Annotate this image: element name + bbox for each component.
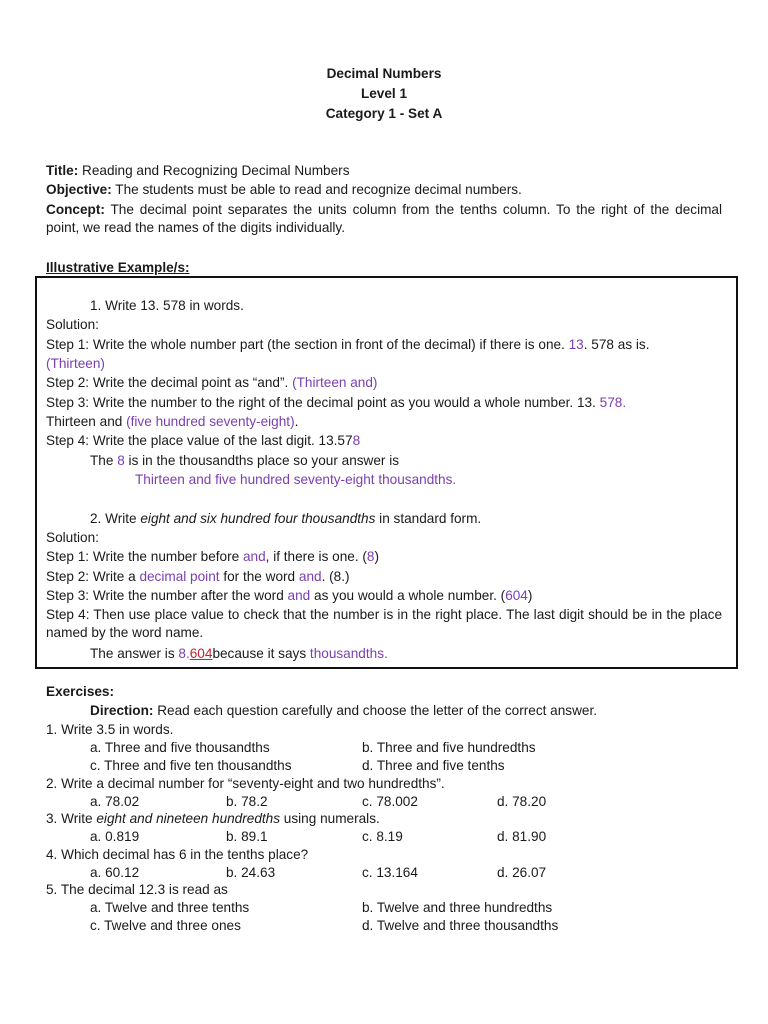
document-header	[0, 64, 768, 124]
ex2-solution-label: Solution:	[46, 530, 99, 545]
direction-label: Direction:	[90, 703, 154, 718]
ex1-explain-digit: 8	[117, 453, 125, 468]
ex1-step4	[46, 432, 360, 450]
question-4: 4. Which decimal has 6 in the tenths place?	[46, 847, 309, 862]
q1-option-d[interactable]: d. Three and five tenths	[362, 758, 505, 773]
q1-option-a[interactable]: a. Three and five thousandths	[90, 740, 270, 755]
header-level: Level 1	[360, 86, 408, 101]
ex1-step4-text: Step 4: Write the place value of the last digit. 13.57	[46, 433, 353, 448]
exercises-heading: Exercises:	[46, 684, 115, 699]
q3-option-d[interactable]: d. 81.90	[497, 829, 547, 844]
q3-lead: 3. Write	[46, 811, 97, 826]
ex1-step2-text: Step 2: Write the decimal point as “and”.	[46, 375, 293, 390]
ex2-step1-text: Step 1: Write the number before	[46, 549, 243, 564]
ex2-step1-tail: )	[374, 549, 379, 564]
ex1-step3-highlight: 578.	[599, 395, 627, 410]
question-3	[46, 810, 380, 828]
ex1-step2-highlight: (Thirteen and)	[292, 375, 378, 390]
ex1-step3-result	[46, 413, 298, 431]
ex2-question-italic: eight and six hundred four thousandths	[140, 511, 376, 526]
ex1-step1-result: (Thirteen)	[46, 356, 105, 371]
ex2-step2-mid: for the word	[219, 569, 299, 584]
ex2-question	[90, 510, 481, 528]
q3-option-a[interactable]: a. 0.819	[90, 829, 140, 844]
ex2-answer-decimal: 604	[189, 646, 213, 661]
q5-option-a[interactable]: a. Twelve and three tenths	[90, 900, 250, 915]
q3-tail: using numerals.	[280, 811, 380, 826]
direction-line	[90, 702, 597, 720]
ex1-solution-label: Solution:	[46, 317, 99, 332]
ex2-step1-mid: , if there is one. (	[265, 549, 367, 564]
ex2-step2-tail: . (8.)	[321, 569, 350, 584]
q2-option-a[interactable]: a. 78.02	[90, 794, 140, 809]
direction-text: Read each question carefully and choose the letter of the correct answer.	[153, 703, 598, 718]
title-line	[46, 162, 350, 180]
ex1-step3	[46, 394, 626, 412]
ex1-step1-highlight: 13	[568, 337, 584, 352]
q3-option-b[interactable]: b. 89.1	[226, 829, 268, 844]
ex2-step1-and: and	[242, 549, 266, 564]
concept-text: The decimal point separates the units column from the tenths column. To the right of the decimal point, we read the names of the digits individually.	[46, 202, 722, 235]
ex2-step3-text: Step 3: Write the number after the word	[46, 588, 288, 603]
ex2-step1-digit: 8	[366, 549, 375, 564]
q3-option-c[interactable]: c. 8.19	[362, 829, 403, 844]
examples-heading: Illustrative Example/s:	[46, 260, 190, 275]
objective-label: Objective:	[46, 182, 112, 197]
q5-option-d[interactable]: d. Twelve and three thousandths	[362, 918, 559, 933]
ex2-answer-whole: 8.	[178, 646, 190, 661]
ex1-step1-text: Step 1: Write the whole number part (the section in front of the decimal) if there is one.	[46, 337, 569, 352]
ex1-step3-result-text: Thirteen and	[46, 414, 127, 429]
ex1-step3-text: Step 3: Write the number to the right of the decimal point as you would a whole number. 13.	[46, 395, 600, 410]
question-2: 2. Write a decimal number for “seventy-eight and two hundredths”.	[46, 776, 445, 791]
ex1-step1-tail: . 578 as is.	[583, 337, 650, 352]
q2-option-d[interactable]: d. 78.20	[497, 794, 547, 809]
ex2-step2-decimal-point: decimal point	[139, 569, 220, 584]
ex1-step4-highlight: 8	[352, 433, 361, 448]
q1-option-c[interactable]: c. Three and five ten thousandths	[90, 758, 292, 773]
q3-italic: eight and nineteen hundredths	[96, 811, 281, 826]
q4-option-a[interactable]: a. 60.12	[90, 865, 140, 880]
concept-paragraph	[46, 201, 722, 237]
q4-option-c[interactable]: c. 13.164	[362, 865, 418, 880]
header-category: Category 1 - Set A	[325, 106, 443, 121]
ex2-step1	[46, 548, 379, 566]
ex2-step4: Step 4: Then use place value to check that the number is in the right place. The last digit should be in the place named by the word name.	[46, 607, 722, 640]
ex1-step2	[46, 374, 377, 392]
ex2-step2-text: Step 2: Write a	[46, 569, 140, 584]
concept-label: Concept:	[46, 202, 105, 217]
ex2-step3-and: and	[287, 588, 311, 603]
title-label: Title:	[46, 163, 79, 178]
ex1-answer: Thirteen and five hundred seventy-eight thousandths.	[135, 472, 457, 487]
title-text: Reading and Recognizing Decimal Numbers	[78, 163, 350, 178]
ex2-answer-lead: The answer is	[90, 646, 179, 661]
ex1-explain-tail: is in the thousandths place so your answer is	[124, 453, 400, 468]
ex1-step3-result-highlight: (five hundred seventy-eight)	[126, 414, 295, 429]
objective-line	[46, 181, 522, 199]
ex2-question-tail: in standard form.	[375, 511, 482, 526]
q1-option-b[interactable]: b. Three and five hundredths	[362, 740, 536, 755]
question-5: 5. The decimal 12.3 is read as	[46, 882, 228, 897]
q4-option-b[interactable]: b. 24.63	[226, 865, 276, 880]
ex1-question: 1. Write 13. 578 in words.	[90, 298, 244, 313]
q2-option-b[interactable]: b. 78.2	[226, 794, 268, 809]
question-1: 1. Write 3.5 in words.	[46, 722, 174, 737]
ex2-answer-period: .	[384, 646, 388, 661]
ex1-explain-lead: The	[90, 453, 118, 468]
ex2-step3-number: 604	[505, 588, 528, 603]
ex1-step4-explain	[90, 452, 399, 470]
ex2-answer-thousandths: thousandths	[309, 646, 384, 661]
ex1-step1	[46, 336, 650, 354]
ex2-step3-mid: as you would a whole number. (	[310, 588, 506, 603]
q4-option-d[interactable]: d. 26.07	[497, 865, 547, 880]
ex2-answer-mid: because it says	[212, 646, 310, 661]
q2-option-c[interactable]: c. 78.002	[362, 794, 418, 809]
ex2-step2-and: and	[298, 569, 322, 584]
ex2-answer	[90, 645, 388, 663]
objective-text: The students must be able to read and recognize decimal numbers.	[111, 182, 522, 197]
ex2-step3	[46, 587, 532, 605]
ex2-step2	[46, 568, 350, 586]
header-title: Decimal Numbers	[326, 66, 442, 81]
q5-option-c[interactable]: c. Twelve and three ones	[90, 918, 241, 933]
ex1-step3-result-tail: .	[294, 414, 299, 429]
q5-option-b[interactable]: b. Twelve and three hundredths	[362, 900, 553, 915]
ex2-question-lead: 2. Write	[90, 511, 141, 526]
ex2-step3-tail: )	[527, 588, 533, 603]
